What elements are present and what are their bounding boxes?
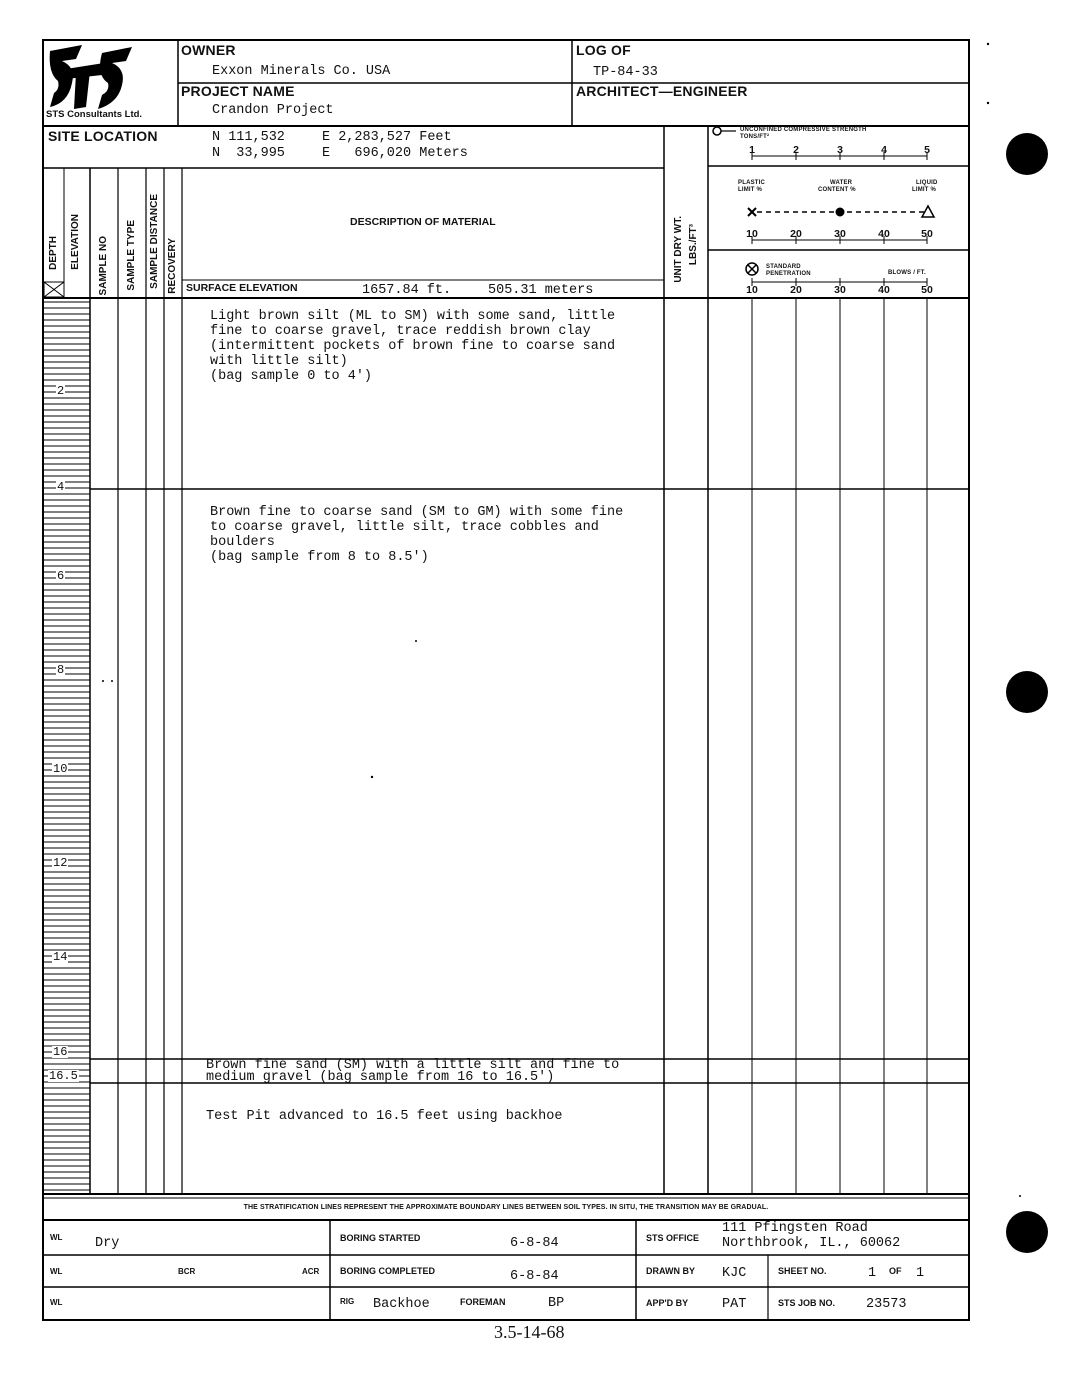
job-no-value: 23573 bbox=[866, 1297, 907, 1312]
depth-label-16: 16 bbox=[53, 1045, 68, 1059]
plastic-limit-label: PLASTIC bbox=[738, 180, 766, 186]
rig-value: Backhoe bbox=[373, 1297, 430, 1312]
layer-2-description: Brown fine to coarse sand (SM to GM) with some fine to coarse gravel, little silt, trace cobbles and boulders (bag sample from 8 to 8.5') bbox=[210, 505, 624, 565]
stratification-note: THE STRATIFICATION LINES REPRESENT THE APPROXIMATE BOUNDARY LINES BETWEEN SOIL TYPES. IN SITU, THE TRANSITION MAY BE GRADUAL. bbox=[243, 1204, 769, 1211]
boring-started-value: 6-8-84 bbox=[510, 1236, 559, 1251]
depth-label-2: 2 bbox=[57, 384, 65, 398]
page-number: 3.5-14-68 bbox=[494, 1322, 565, 1342]
wc-tick-20: 20 bbox=[790, 228, 802, 240]
binder-hole-middle bbox=[1006, 671, 1048, 713]
ucs-tick-1: 1 bbox=[749, 144, 755, 156]
coord-north-meters: N 33,995 bbox=[212, 146, 285, 161]
liquid-limit-label: LIQUID bbox=[916, 180, 938, 186]
depth-label-4: 4 bbox=[57, 480, 65, 494]
depth-column-header: DEPTH bbox=[48, 236, 59, 270]
ucs-tick-4: 4 bbox=[881, 144, 887, 156]
depth-label-12: 12 bbox=[53, 856, 68, 870]
spt-tick-50: 50 bbox=[921, 284, 933, 296]
surface-elevation-meters: 505.31 meters bbox=[488, 283, 594, 298]
coord-east-feet: E 2,283,527 Feet bbox=[322, 130, 452, 145]
spt-label2: PENETRATION bbox=[766, 271, 811, 277]
wc-tick-10: 10 bbox=[746, 228, 758, 240]
spt-tick-40: 40 bbox=[878, 284, 890, 296]
sample-no-column-header: SAMPLE NO bbox=[98, 236, 109, 296]
coord-north-feet: N 111,532 bbox=[212, 130, 285, 145]
spt-tick-10: 10 bbox=[746, 284, 758, 296]
project-name-label: PROJECT NAME bbox=[181, 83, 295, 99]
wl-label-3: WL bbox=[50, 1298, 63, 1307]
boring-completed-label: BORING COMPLETED bbox=[340, 1266, 436, 1276]
spt-tick-20: 20 bbox=[790, 284, 802, 296]
ucs-label: UNCONFINED COMPRESSIVE STRENGTH bbox=[740, 127, 867, 133]
rig-label: RIG bbox=[340, 1297, 355, 1306]
spt-tick-30: 30 bbox=[834, 284, 846, 296]
ucs-tick-3: 3 bbox=[837, 144, 843, 156]
foreman-label: FOREMAN bbox=[460, 1297, 506, 1307]
bcr-label: BCR bbox=[178, 1267, 196, 1276]
ucs-tick-2: 2 bbox=[793, 144, 799, 156]
ucs-tick-5: 5 bbox=[924, 144, 930, 156]
wc-tick-40: 40 bbox=[878, 228, 890, 240]
job-no-label: STS JOB NO. bbox=[778, 1298, 836, 1308]
terminal-note: Test Pit advanced to 16.5 feet using backhoe bbox=[206, 1109, 563, 1124]
sts-office-line2: Northbrook, IL., 60062 bbox=[722, 1236, 901, 1251]
sample-type-column-header: SAMPLE TYPE bbox=[126, 220, 137, 291]
architect-engineer-label: ARCHITECT—ENGINEER bbox=[576, 83, 748, 99]
layer-3-description: Brown fine sand (SM) with a little silt and fine to medium gravel (bag sample from 16 to 16.5') bbox=[206, 1058, 620, 1085]
binder-hole-top bbox=[1006, 133, 1048, 175]
wl-label-1: WL bbox=[50, 1233, 63, 1242]
sheet-no-label: SHEET NO. bbox=[778, 1266, 827, 1276]
unit-dry-wt-header: UNIT DRY WT. bbox=[673, 216, 684, 283]
layer-1-description: Light brown silt (ML to SM) with some sand, little fine to coarse gravel, trace reddish brown clay (intermittent pockets of brown fine to coarse sand with little silt) (bag sample 0 to 4') bbox=[210, 309, 616, 384]
of-label: OF bbox=[889, 1266, 902, 1276]
sheet-no-value: 1 bbox=[868, 1266, 877, 1281]
surface-elevation-label: SURFACE ELEVATION bbox=[186, 282, 298, 294]
sts-office-line1: 111 Pfingsten Road bbox=[722, 1221, 868, 1236]
log-of-label: LOG OF bbox=[576, 42, 631, 58]
coord-east-meters: E 696,020 Meters bbox=[322, 146, 468, 161]
ucs-units: TONS/FT² bbox=[740, 134, 770, 140]
depth-label-10: 10 bbox=[53, 762, 68, 776]
elevation-column-header: ELEVATION bbox=[70, 214, 81, 270]
site-location-label: SITE LOCATION bbox=[48, 128, 158, 144]
foreman-value: BP bbox=[548, 1296, 565, 1311]
drawn-by-label: DRAWN BY bbox=[646, 1266, 695, 1276]
unit-dry-wt-units: LBS./FT³ bbox=[688, 224, 699, 266]
description-column-header: DESCRIPTION OF MATERIAL bbox=[350, 216, 496, 228]
sts-logo bbox=[46, 43, 176, 123]
boring-completed-value: 6-8-84 bbox=[510, 1269, 559, 1284]
wl-label-2: WL bbox=[50, 1267, 63, 1276]
wc-tick-50: 50 bbox=[921, 228, 933, 240]
owner-label: OWNER bbox=[181, 42, 236, 58]
water-content-label: WATER bbox=[830, 180, 853, 186]
log-of-value: TP-84-33 bbox=[593, 65, 658, 80]
appd-by-value: PAT bbox=[722, 1297, 747, 1312]
wl-value: Dry bbox=[95, 1236, 120, 1251]
acr-label: ACR bbox=[302, 1267, 320, 1276]
plastic-limit-label2: LIMIT % bbox=[738, 187, 763, 193]
blows-per-foot-label: BLOWS / FT. bbox=[888, 270, 926, 276]
liquid-limit-label2: LIMIT % bbox=[912, 187, 937, 193]
project-name-value: Crandon Project bbox=[212, 103, 334, 118]
depth-label-8: 8 bbox=[57, 663, 65, 677]
binder-hole-bottom bbox=[1006, 1211, 1048, 1253]
sample-distance-column-header: SAMPLE DISTANCE bbox=[149, 194, 160, 289]
depth-label-16-5: 16.5 bbox=[49, 1069, 78, 1083]
appd-by-label: APP'D BY bbox=[646, 1298, 689, 1308]
drawn-by-value: KJC bbox=[722, 1266, 747, 1281]
spt-label: STANDARD bbox=[766, 264, 801, 270]
sts-logo-mark-icon bbox=[46, 43, 176, 113]
of-value: 1 bbox=[916, 1266, 925, 1281]
boring-started-label: BORING STARTED bbox=[340, 1233, 421, 1243]
depth-label-6: 6 bbox=[57, 569, 65, 583]
recovery-column-header: RECOVERY bbox=[167, 238, 178, 294]
depth-label-14: 14 bbox=[53, 950, 68, 964]
owner-value: Exxon Minerals Co. USA bbox=[212, 64, 391, 79]
company-name: STS Consultants Ltd. bbox=[46, 109, 143, 120]
water-content-label2: CONTENT % bbox=[818, 187, 856, 193]
sts-office-label: STS OFFICE bbox=[646, 1233, 700, 1243]
surface-elevation-feet: 1657.84 ft. bbox=[362, 283, 452, 298]
wc-tick-30: 30 bbox=[834, 228, 846, 240]
